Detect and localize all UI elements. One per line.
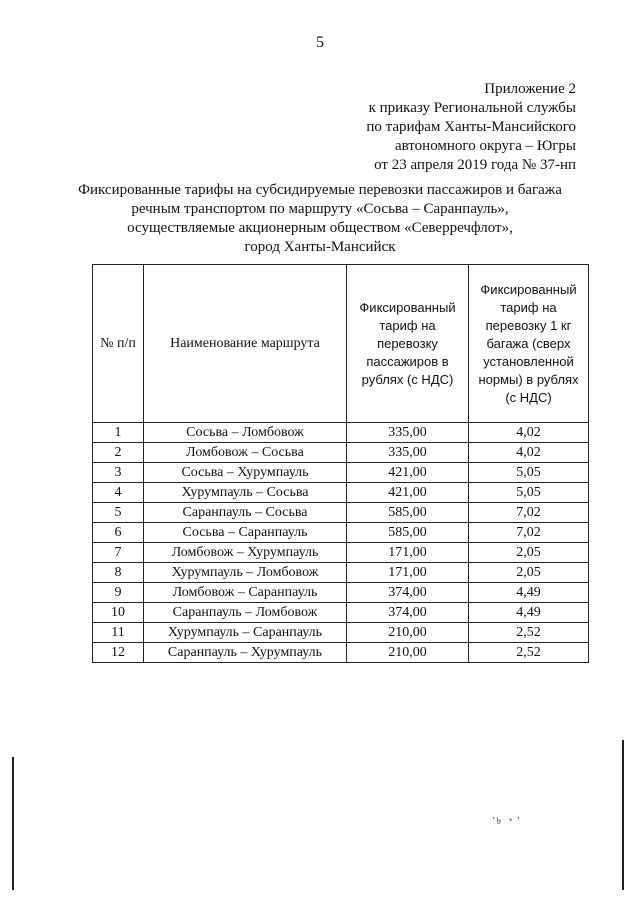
- table-row: [93, 503, 589, 523]
- route-name: Хурумпауль – Ломбовож: [144, 563, 347, 583]
- baggage-tariff: 2,05: [469, 563, 589, 583]
- appendix-line: к приказу Региональной службы: [368, 100, 576, 116]
- route-name: Сосьва – Хурумпауль: [144, 463, 347, 483]
- row-number: 8: [93, 563, 144, 583]
- handwritten-mark: ʼ৳ ﹡ʼ: [492, 816, 522, 827]
- table-row: [93, 583, 589, 603]
- passenger-tariff: 335,00: [347, 443, 469, 463]
- table-row: [93, 543, 589, 563]
- route-name: Хурумпауль – Сосьва: [144, 483, 347, 503]
- passenger-tariff: 171,00: [347, 543, 469, 563]
- appendix-line: автономного округа – Югры: [394, 138, 576, 154]
- route-name: Саранпауль – Хурумпауль: [144, 643, 347, 663]
- title-line: Фиксированные тарифы на субсидируемые перевозки пассажиров и багажа: [78, 182, 562, 198]
- baggage-tariff: 4,49: [469, 603, 589, 623]
- baggage-tariff: 4,02: [469, 423, 589, 443]
- route-name: Ломбовож – Сосьва: [144, 443, 347, 463]
- passenger-tariff: 171,00: [347, 563, 469, 583]
- passenger-tariff: 585,00: [347, 523, 469, 543]
- passenger-tariff: 210,00: [347, 623, 469, 643]
- passenger-tariff: 210,00: [347, 643, 469, 663]
- title-line: речным транспортом по маршруту «Сосьва – Саранпауль»,: [131, 201, 509, 217]
- appendix-line: Приложение 2: [484, 81, 576, 97]
- baggage-tariff: 2,52: [469, 643, 589, 663]
- row-number: 3: [93, 463, 144, 483]
- row-number: 10: [93, 603, 144, 623]
- title-line: осуществляемые акционерным обществом «Северречфлот»,: [127, 220, 513, 236]
- baggage-tariff: 2,52: [469, 623, 589, 643]
- baggage-tariff: 4,49: [469, 583, 589, 603]
- route-name: Ломбовож – Саранпауль: [144, 583, 347, 603]
- table-row: [93, 483, 589, 503]
- table-row: [93, 523, 589, 543]
- baggage-tariff: 4,02: [469, 443, 589, 463]
- table-row: [93, 463, 589, 483]
- header-route-name: Наименование маршрута: [144, 265, 347, 423]
- table-row: [93, 643, 589, 663]
- row-number: 1: [93, 423, 144, 443]
- route-name: Ломбовож – Хурумпауль: [144, 543, 347, 563]
- baggage-tariff: 5,05: [469, 483, 589, 503]
- baggage-tariff: 7,02: [469, 503, 589, 523]
- passenger-tariff: 421,00: [347, 463, 469, 483]
- row-number: 2: [93, 443, 144, 463]
- passenger-tariff: 585,00: [347, 503, 469, 523]
- tariffs-table: [92, 264, 589, 663]
- appendix-line: по тарифам Ханты-Мансийского: [366, 119, 576, 135]
- row-number: 9: [93, 583, 144, 603]
- table-row: [93, 563, 589, 583]
- route-name: Саранпауль – Сосьва: [144, 503, 347, 523]
- row-number: 12: [93, 643, 144, 663]
- header-number: № п/п: [93, 265, 144, 423]
- route-name: Хурумпауль – Саранпауль: [144, 623, 347, 643]
- table-row: [93, 443, 589, 463]
- row-number: 6: [93, 523, 144, 543]
- row-number: 5: [93, 503, 144, 523]
- passenger-tariff: 421,00: [347, 483, 469, 503]
- baggage-tariff: 7,02: [469, 523, 589, 543]
- table-row: [93, 603, 589, 623]
- margin-mark: [12, 757, 14, 890]
- table-body: [93, 423, 589, 663]
- passenger-tariff: 374,00: [347, 603, 469, 623]
- passenger-tariff: 335,00: [347, 423, 469, 443]
- margin-mark: [622, 740, 624, 890]
- table-row: [93, 423, 589, 443]
- title-line: город Ханты-Мансийск: [244, 239, 396, 255]
- table-header-row: [93, 265, 589, 423]
- route-name: Сосьва – Ломбовож: [144, 423, 347, 443]
- baggage-tariff: 2,05: [469, 543, 589, 563]
- route-name: Сосьва – Саранпауль: [144, 523, 347, 543]
- page-number: 5: [316, 34, 324, 51]
- appendix-header: [366, 80, 576, 175]
- header-passenger-tariff: Фиксированный тариф на перевозку пассажиров в рублях (с НДС): [347, 265, 469, 423]
- route-name: Саранпауль – Ломбовож: [144, 603, 347, 623]
- baggage-tariff: 5,05: [469, 463, 589, 483]
- appendix-line: от 23 апреля 2019 года № 37-нп: [374, 157, 576, 173]
- row-number: 7: [93, 543, 144, 563]
- table-row: [93, 623, 589, 643]
- document-title: [60, 181, 580, 257]
- header-baggage-tariff: Фиксированный тариф на перевозку 1 кг багажа (сверх установленной нормы) в рублях (с НДС): [469, 265, 589, 423]
- passenger-tariff: 374,00: [347, 583, 469, 603]
- row-number: 4: [93, 483, 144, 503]
- row-number: 11: [93, 623, 144, 643]
